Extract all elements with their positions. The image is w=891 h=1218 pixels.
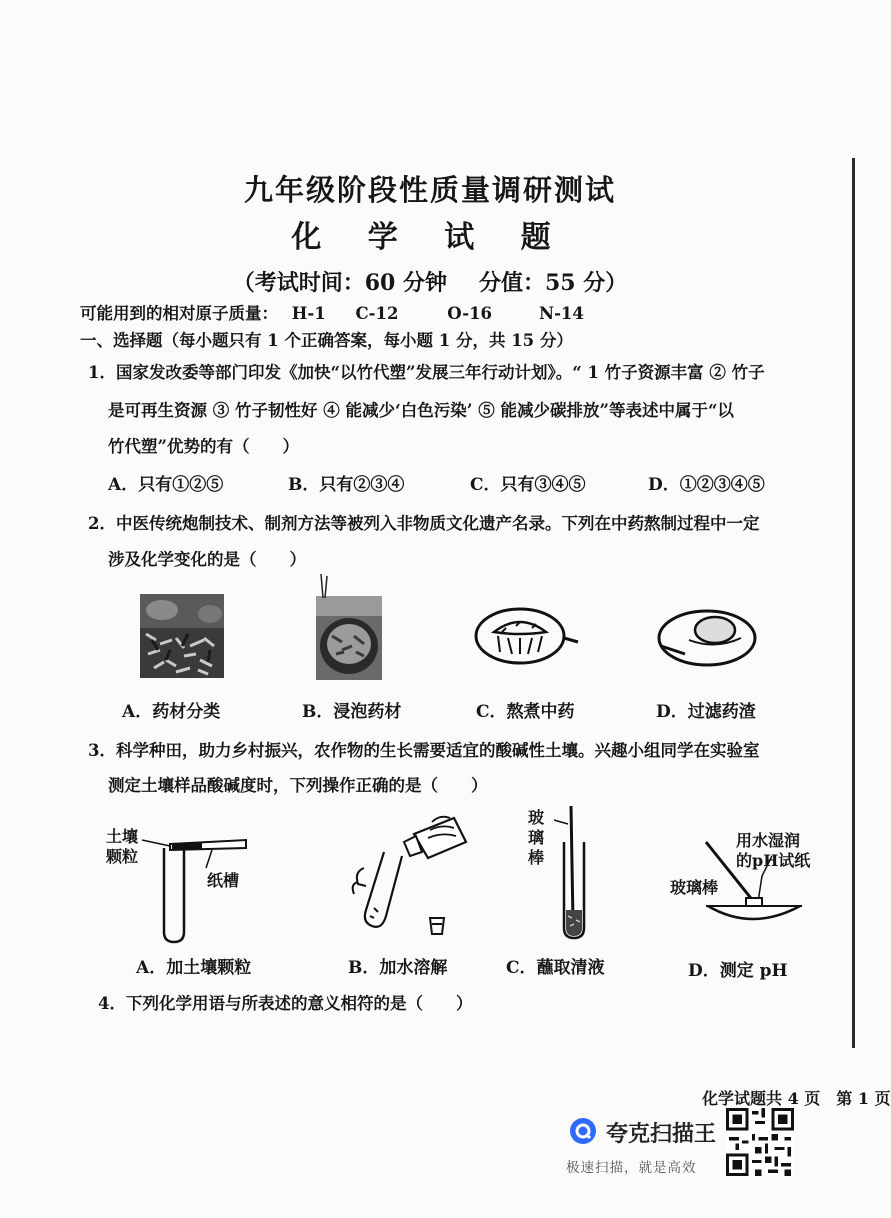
atomic-mass-n: N-14 <box>539 304 584 323</box>
atomic-mass-o: O-16 <box>447 304 493 323</box>
label-glass-rod: 玻璃棒 <box>670 878 719 897</box>
exam-meta <box>0 266 860 297</box>
label-wet-paper-2: 的pH试纸 <box>736 851 811 870</box>
q2-option-b: B．浸泡药材 <box>302 702 402 722</box>
q1-line1: 1．国家发改委等部门印发《加快“以竹代塑”发展三年行动计划》。“ 1 竹子资源丰富 ② 竹子 <box>88 363 765 382</box>
herb-sorting-photo <box>140 594 224 678</box>
subject-title: 化 学 试 题 <box>291 220 569 255</box>
q1-option-b: B．只有②③④ <box>288 475 405 495</box>
ph-paper-dish-icon <box>700 836 810 940</box>
page-footer: 化学试题共 4 页 第 1 页 <box>702 1089 891 1108</box>
label-rod-char3: 棒 <box>528 848 545 867</box>
q4-line1: 4．下列化学用语与所表述的意义相符的是（ ） <box>98 994 473 1013</box>
pouring-water-icon <box>344 812 474 940</box>
atomic-mass-h: H-1 <box>291 304 326 323</box>
q3-option-a: A．加土壤颗粒 <box>136 958 252 978</box>
rod-in-tube-icon <box>554 806 594 942</box>
q2-option-d: D．过滤药渣 <box>656 702 756 722</box>
filtering-dish-icon <box>655 606 765 668</box>
atomic-masses <box>80 300 584 324</box>
q1-line2: 是可再生资源 ③ 竹子韧性好 ④ 能减少‘白色污染’ ⑤ 能减少碳排放”等表述中属于“以 <box>108 401 734 420</box>
scanner-slogan: 极速扫描，就是高效 <box>566 1160 697 1176</box>
herb-soaking-photo <box>316 596 382 680</box>
exam-score: 分值：55 分） <box>479 270 628 296</box>
label-rod-char1: 玻 <box>528 808 545 827</box>
q3-line1: 3．科学种田，助力乡村振兴，农作物的生长需要适宜的酸碱性土壤。兴趣小组同学在实验室 <box>88 741 760 760</box>
q2-line2: 涉及化学变化的是（ ） <box>108 550 306 569</box>
exam-title: 九年级阶段性质量调研测试 <box>243 173 616 207</box>
scanner-app-name: 夸克扫描王 <box>606 1122 717 1147</box>
q3-option-d: D．测定 pH <box>688 961 788 981</box>
soaking-stick-icon <box>318 574 332 600</box>
q1-option-c: C．只有③④⑤ <box>470 475 586 495</box>
label-rod-char2: 璃 <box>528 828 545 847</box>
section-heading: 一、选择题（每小题只有 1 个正确答案，每小题 1 分，共 15 分） <box>80 331 573 350</box>
label-soil-a: 土壤 <box>106 827 139 846</box>
q3-option-b: B．加水溶解 <box>348 958 448 978</box>
q2-option-a: A．药材分类 <box>122 702 221 722</box>
qr-code-icon <box>726 1108 794 1176</box>
q3-line2: 测定土壤样品酸碱度时，下列操作正确的是（ ） <box>108 776 488 795</box>
q2-option-c: C．熬煮中药 <box>476 702 575 722</box>
atomic-masses-label: 可能用到的相对原子质量： <box>80 304 278 323</box>
label-paper-trough: 纸槽 <box>207 871 240 890</box>
decocting-pot-icon <box>472 606 580 666</box>
label-wet-paper-1: 用水湿润 <box>736 831 801 850</box>
quark-logo-icon <box>569 1117 597 1145</box>
atomic-mass-c: C-12 <box>355 304 399 323</box>
q1-option-d: D．①②③④⑤ <box>648 475 765 495</box>
exam-time: （考试时间：60 分钟 <box>232 270 447 296</box>
label-soil-b: 颗粒 <box>106 847 139 866</box>
q1-option-a: A．只有①②⑤ <box>108 475 224 495</box>
q3-option-c: C．蘸取清液 <box>506 958 605 978</box>
q2-line1: 2．中医传统炮制技术、制剂方法等被列入非物质文化遗产名录。下列在中药熬制过程中一定 <box>88 514 760 533</box>
q1-line3: 竹代塑”优势的有（ ） <box>108 437 299 456</box>
